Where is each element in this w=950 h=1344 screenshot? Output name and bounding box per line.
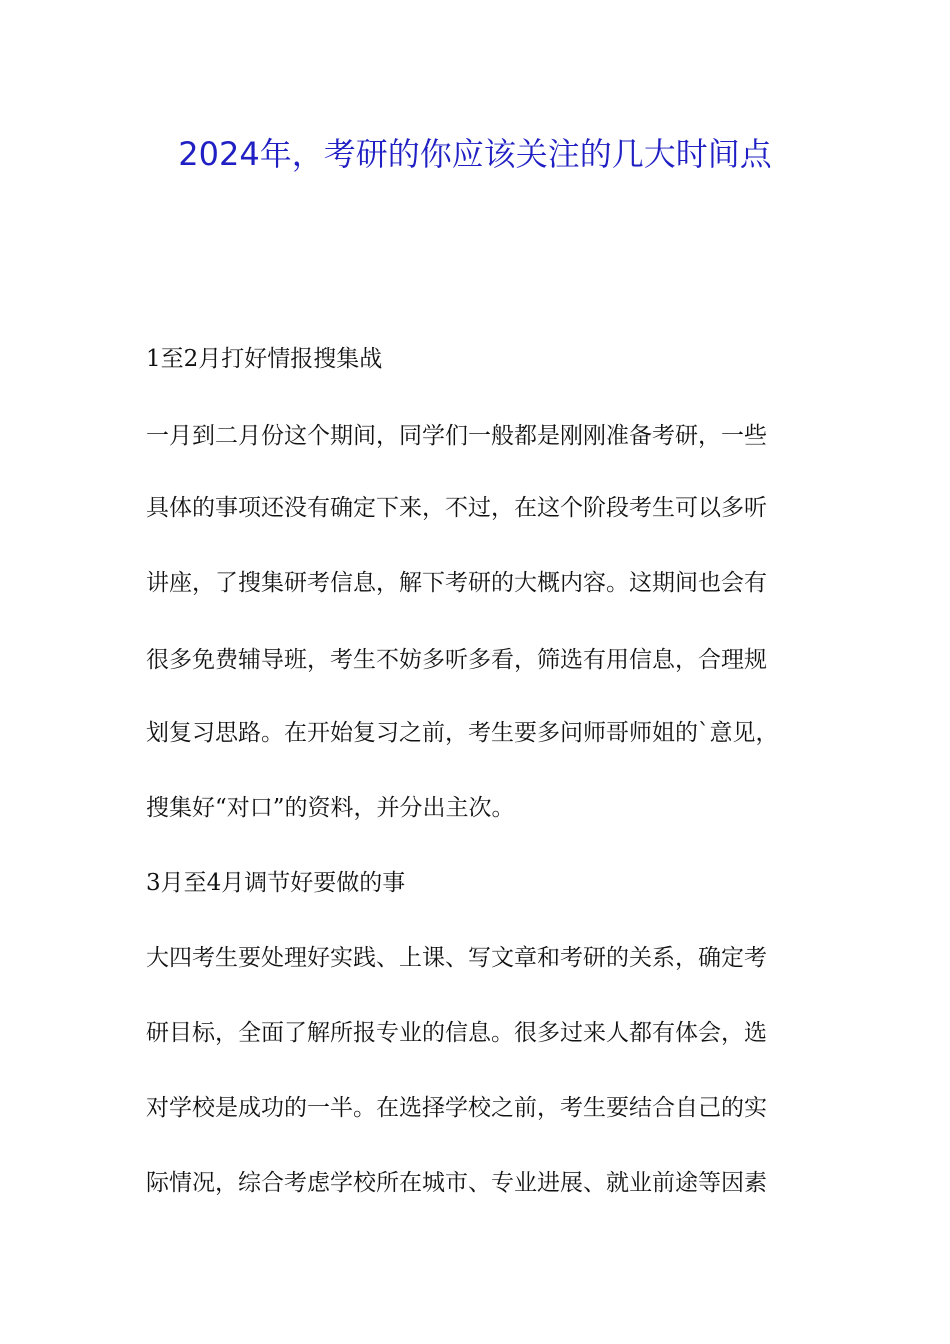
section-heading-mar-apr: 3月至4月调节好要做的事 bbox=[146, 870, 406, 896]
body-line: 一月到二月份这个期间，同学们一般都是刚刚准备考研，一些 bbox=[146, 423, 767, 449]
body-line: 大四考生要处理好实践、上课、写文章和考研的关系，确定考 bbox=[146, 945, 767, 971]
body-line: 际情况，综合考虑学校所在城市、专业进展、就业前途等因素 bbox=[146, 1170, 767, 1196]
body-line: 很多免费辅导班，考生不妨多听多看，筛选有用信息，合理规 bbox=[146, 647, 767, 673]
document-title: 2024年，考研的你应该关注的几大时间点 bbox=[178, 135, 772, 173]
body-line: 对学校是成功的一半。在选择学校之前，考生要结合自己的实 bbox=[146, 1095, 767, 1121]
body-line: 讲座，了搜集研考信息，解下考研的大概内容。这期间也会有 bbox=[146, 570, 767, 596]
body-line: 搜集好“对口”的资料，并分出主次。 bbox=[146, 795, 515, 821]
body-line: 划复习思路。在开始复习之前，考生要多问师哥师姐的`意见， bbox=[146, 720, 779, 746]
body-line: 研目标，全面了解所报专业的信息。很多过来人都有体会，选 bbox=[146, 1020, 767, 1046]
section-heading-jan-feb: 1至2月打好情报搜集战 bbox=[146, 346, 383, 372]
body-line: 具体的事项还没有确定下来，不过，在这个阶段考生可以多听 bbox=[146, 495, 767, 521]
